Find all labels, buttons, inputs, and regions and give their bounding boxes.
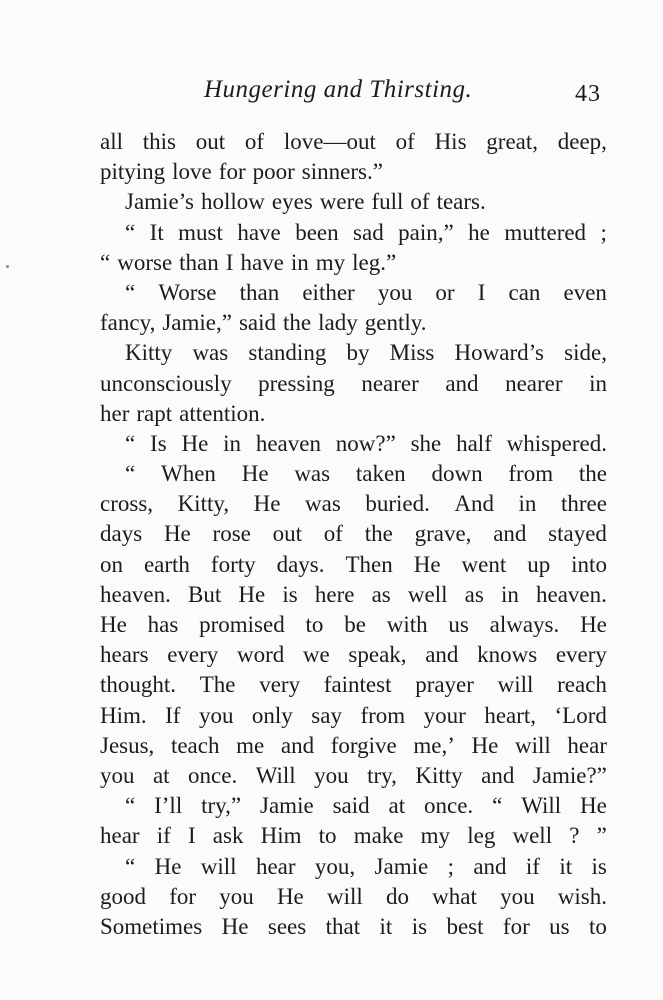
word: standing bbox=[248, 340, 327, 366]
word: do bbox=[385, 883, 409, 909]
text-line bbox=[100, 882, 607, 912]
word: will bbox=[515, 732, 551, 758]
word: He bbox=[181, 430, 209, 456]
word: “ bbox=[125, 430, 136, 456]
word: were bbox=[319, 189, 365, 215]
word: wish. bbox=[557, 883, 607, 909]
word: eyes bbox=[271, 189, 313, 215]
word: my bbox=[420, 823, 451, 849]
word: muttered bbox=[504, 219, 587, 245]
word: Jamie,” bbox=[162, 310, 232, 336]
word: said bbox=[332, 793, 370, 819]
word: out bbox=[272, 521, 303, 547]
word: us bbox=[448, 612, 469, 637]
word: reach bbox=[557, 672, 607, 698]
word: to bbox=[305, 612, 324, 637]
word: or bbox=[435, 279, 455, 305]
word: Jesus, bbox=[100, 732, 155, 758]
word: He bbox=[580, 612, 607, 637]
word: the bbox=[578, 461, 607, 487]
word: me bbox=[236, 732, 265, 758]
word: buried. bbox=[365, 491, 430, 517]
word: with bbox=[386, 612, 428, 637]
word: forty bbox=[210, 551, 256, 577]
word: Sometimes bbox=[100, 913, 203, 939]
text-line bbox=[100, 338, 607, 368]
word: said bbox=[238, 310, 277, 336]
word: But bbox=[188, 581, 222, 607]
word: at bbox=[388, 793, 406, 819]
word: thought. bbox=[100, 672, 177, 698]
word: poor bbox=[252, 159, 295, 185]
word: side, bbox=[564, 340, 607, 366]
word: Him bbox=[260, 823, 302, 849]
word: I’ll bbox=[154, 793, 183, 819]
word: and bbox=[493, 521, 527, 547]
text-line bbox=[100, 157, 607, 187]
word: and bbox=[280, 732, 315, 758]
text-line bbox=[100, 580, 607, 610]
word: you bbox=[100, 762, 135, 788]
text-line bbox=[100, 218, 607, 248]
word: I bbox=[477, 279, 486, 305]
word: and bbox=[481, 762, 515, 788]
word: Jamie bbox=[260, 793, 314, 819]
word: at bbox=[152, 762, 170, 788]
word: I bbox=[225, 249, 234, 275]
word: He bbox=[253, 491, 281, 517]
text-line bbox=[100, 640, 607, 670]
word: than bbox=[179, 249, 219, 275]
word: will bbox=[326, 883, 363, 909]
word: that bbox=[325, 913, 361, 939]
word: full bbox=[371, 189, 404, 215]
word: nearer bbox=[361, 370, 419, 396]
text-line bbox=[100, 489, 607, 519]
word: nearer bbox=[505, 370, 563, 396]
word: and bbox=[473, 853, 507, 879]
word: faintest bbox=[323, 672, 392, 698]
text-line bbox=[100, 187, 607, 217]
word: have bbox=[237, 219, 281, 245]
word: three bbox=[560, 491, 607, 517]
word: knows bbox=[477, 642, 538, 668]
word: good bbox=[100, 883, 146, 909]
word: must bbox=[178, 219, 223, 245]
word: down bbox=[431, 461, 483, 487]
word: sad bbox=[353, 219, 384, 245]
word: hear bbox=[567, 732, 607, 758]
word: rose bbox=[212, 521, 251, 547]
text-line bbox=[100, 852, 607, 882]
word: He bbox=[221, 913, 249, 939]
word: speak, bbox=[348, 642, 407, 668]
word: as bbox=[464, 581, 484, 607]
word: and bbox=[425, 642, 459, 668]
text-line bbox=[100, 399, 607, 429]
word: great, bbox=[486, 129, 538, 154]
word: well bbox=[512, 823, 553, 849]
word: ask bbox=[212, 823, 244, 849]
word: leg bbox=[467, 823, 496, 849]
word: ? bbox=[569, 823, 580, 849]
word: lady bbox=[318, 310, 358, 336]
word: out bbox=[195, 129, 226, 154]
word: in bbox=[589, 370, 607, 396]
word: earth bbox=[143, 551, 190, 577]
word: hollow bbox=[201, 189, 265, 215]
word: from bbox=[360, 702, 406, 728]
text-line bbox=[100, 369, 607, 399]
word: love—out bbox=[283, 129, 376, 154]
word: heaven. bbox=[100, 581, 171, 607]
word: for bbox=[502, 913, 530, 939]
text-line bbox=[100, 701, 607, 731]
text-line bbox=[100, 731, 607, 761]
word: He bbox=[580, 793, 607, 819]
word: hear bbox=[255, 853, 296, 879]
word: leg.” bbox=[352, 249, 397, 275]
word: can bbox=[508, 279, 541, 305]
word: heaven. bbox=[535, 581, 607, 607]
word: Worse bbox=[158, 279, 217, 305]
word: you bbox=[314, 762, 349, 788]
word: And bbox=[454, 491, 494, 517]
word: word bbox=[236, 642, 285, 668]
word: he bbox=[468, 219, 490, 245]
word: Him. bbox=[100, 702, 147, 728]
text-line bbox=[100, 248, 607, 278]
word: even bbox=[563, 279, 607, 305]
word: ‘Lord bbox=[554, 702, 607, 728]
word: It bbox=[149, 219, 164, 245]
word: what bbox=[432, 883, 477, 909]
word: Is bbox=[150, 430, 167, 456]
word: hears bbox=[100, 642, 149, 668]
word: of bbox=[410, 189, 430, 215]
word: stayed bbox=[548, 521, 607, 547]
word: all bbox=[100, 129, 123, 154]
word: now?” bbox=[335, 430, 396, 456]
word: The bbox=[199, 672, 236, 698]
word: from bbox=[508, 461, 554, 487]
word: He bbox=[241, 461, 269, 487]
word: only bbox=[251, 702, 293, 728]
word: you bbox=[500, 883, 535, 909]
word: here bbox=[314, 581, 355, 607]
word: days. bbox=[276, 551, 325, 577]
word: When bbox=[161, 461, 216, 487]
word: by bbox=[346, 340, 370, 366]
word: Jamie?” bbox=[532, 762, 607, 788]
word: Jamie’s bbox=[125, 189, 194, 215]
word: Kitty, bbox=[177, 491, 230, 517]
word: tears. bbox=[436, 189, 486, 215]
word: me,’ bbox=[413, 732, 455, 758]
word: love bbox=[172, 159, 212, 185]
word: us bbox=[549, 913, 570, 939]
word: her bbox=[100, 400, 130, 426]
text-line bbox=[100, 761, 607, 791]
word: whispered. bbox=[506, 430, 607, 456]
word: “ bbox=[492, 793, 503, 819]
word: your bbox=[423, 702, 466, 728]
word: Miss bbox=[389, 340, 435, 366]
word: Jamie bbox=[374, 853, 429, 879]
word: once. bbox=[424, 793, 474, 819]
word: grave, bbox=[414, 521, 472, 547]
word: either bbox=[302, 279, 355, 305]
word: you bbox=[198, 702, 234, 728]
word: has bbox=[147, 612, 179, 637]
word: best bbox=[446, 913, 484, 939]
word: “ bbox=[125, 853, 136, 879]
word: of bbox=[323, 521, 343, 547]
word: will bbox=[200, 853, 237, 879]
word: into bbox=[571, 551, 607, 577]
running-title: Hungering and Thirsting. bbox=[204, 76, 473, 103]
word: in bbox=[223, 430, 241, 456]
text-line bbox=[100, 670, 607, 700]
word: been bbox=[295, 219, 339, 245]
word: if bbox=[525, 853, 540, 879]
word: is bbox=[282, 581, 298, 607]
word: His bbox=[434, 129, 467, 154]
stray-ink-mark bbox=[6, 265, 9, 268]
word: try,” bbox=[201, 793, 242, 819]
word: heart, bbox=[484, 702, 537, 728]
word: say bbox=[311, 702, 342, 728]
word: to bbox=[318, 823, 337, 849]
word: of bbox=[395, 129, 415, 154]
word: He bbox=[238, 581, 266, 607]
text-line bbox=[100, 127, 607, 157]
word: He bbox=[100, 612, 127, 637]
word: you bbox=[219, 883, 254, 909]
word: on bbox=[100, 551, 123, 577]
word: be bbox=[344, 612, 366, 637]
word: pressing bbox=[258, 370, 335, 396]
word: He bbox=[276, 883, 304, 909]
word: the bbox=[283, 310, 312, 336]
word: if bbox=[156, 823, 171, 849]
word: Will bbox=[255, 762, 296, 788]
body-text bbox=[100, 127, 607, 942]
word: deep, bbox=[557, 129, 607, 154]
text-line bbox=[100, 821, 607, 851]
text-line bbox=[100, 550, 607, 580]
word: it bbox=[559, 853, 573, 879]
word: ; bbox=[447, 853, 454, 879]
word: as bbox=[371, 581, 391, 607]
word: days bbox=[100, 521, 143, 547]
word: try, bbox=[367, 762, 397, 788]
word: it bbox=[379, 913, 393, 939]
word: He bbox=[163, 521, 191, 547]
text-line bbox=[100, 610, 607, 640]
word: is bbox=[411, 913, 428, 939]
word: every bbox=[555, 642, 607, 668]
word: cross, bbox=[100, 491, 154, 517]
word: and bbox=[445, 370, 479, 396]
word: hear bbox=[100, 823, 140, 849]
word: this bbox=[142, 129, 176, 154]
word: “ bbox=[125, 793, 136, 819]
word: Then bbox=[345, 551, 393, 577]
word: was bbox=[192, 340, 229, 366]
word: Will bbox=[521, 793, 562, 819]
word: for bbox=[218, 159, 246, 185]
text-line bbox=[100, 278, 607, 308]
word: attention. bbox=[179, 400, 266, 426]
word: will bbox=[497, 672, 534, 698]
word: promised bbox=[199, 612, 285, 637]
word: Howard’s bbox=[454, 340, 544, 366]
word: was bbox=[294, 461, 331, 487]
word: Kitty bbox=[125, 340, 173, 366]
word: He bbox=[471, 732, 499, 758]
word: “ bbox=[100, 249, 111, 275]
text-line bbox=[100, 519, 607, 549]
word: my bbox=[315, 249, 346, 275]
word: heaven bbox=[255, 430, 321, 456]
word: you, bbox=[314, 853, 356, 879]
word: is bbox=[591, 853, 607, 879]
word: gently. bbox=[364, 310, 427, 336]
word: half bbox=[456, 430, 492, 456]
text-line bbox=[100, 459, 607, 489]
text-line bbox=[100, 791, 607, 821]
word: you bbox=[377, 279, 413, 305]
word: teach bbox=[170, 732, 220, 758]
word: make bbox=[353, 823, 404, 849]
word: He bbox=[413, 551, 441, 577]
word: for bbox=[169, 883, 197, 909]
word: forgive bbox=[330, 732, 397, 758]
word: If bbox=[165, 702, 181, 728]
word: prayer bbox=[415, 672, 474, 698]
word: well bbox=[407, 581, 448, 607]
word: in bbox=[290, 249, 309, 275]
word: “ bbox=[125, 461, 136, 487]
word: sinners.” bbox=[301, 159, 383, 185]
word: in bbox=[500, 581, 519, 607]
text-line bbox=[100, 912, 607, 942]
word: have bbox=[240, 249, 284, 275]
word: worse bbox=[117, 249, 173, 275]
word: always. bbox=[489, 612, 560, 637]
word: Kitty bbox=[415, 762, 463, 788]
word: was bbox=[305, 491, 341, 517]
word: to bbox=[589, 913, 607, 939]
word: she bbox=[410, 430, 442, 456]
word: up bbox=[527, 551, 551, 577]
text-line bbox=[100, 308, 607, 338]
word: rapt bbox=[136, 400, 173, 426]
word: “ bbox=[125, 219, 136, 245]
word: of bbox=[244, 129, 265, 154]
page-number: 43 bbox=[575, 81, 601, 107]
word: went bbox=[461, 551, 507, 577]
word: pain,” bbox=[398, 219, 454, 245]
word: He bbox=[154, 853, 182, 879]
text-line bbox=[100, 429, 607, 459]
word: the bbox=[364, 521, 393, 547]
word: every bbox=[167, 642, 219, 668]
word: I bbox=[187, 823, 196, 849]
word: very bbox=[259, 672, 301, 698]
word: we bbox=[302, 642, 330, 668]
word: “ bbox=[125, 279, 136, 305]
word: in bbox=[518, 491, 537, 517]
word: fancy, bbox=[100, 310, 156, 336]
word: sees bbox=[267, 913, 307, 939]
word: than bbox=[239, 279, 280, 305]
word: taken bbox=[355, 461, 406, 487]
running-head bbox=[0, 76, 663, 110]
word: unconsciously bbox=[100, 370, 232, 396]
word: ” bbox=[596, 823, 607, 849]
word: once. bbox=[188, 762, 238, 788]
word: pitying bbox=[100, 159, 166, 185]
word: ; bbox=[600, 219, 607, 245]
